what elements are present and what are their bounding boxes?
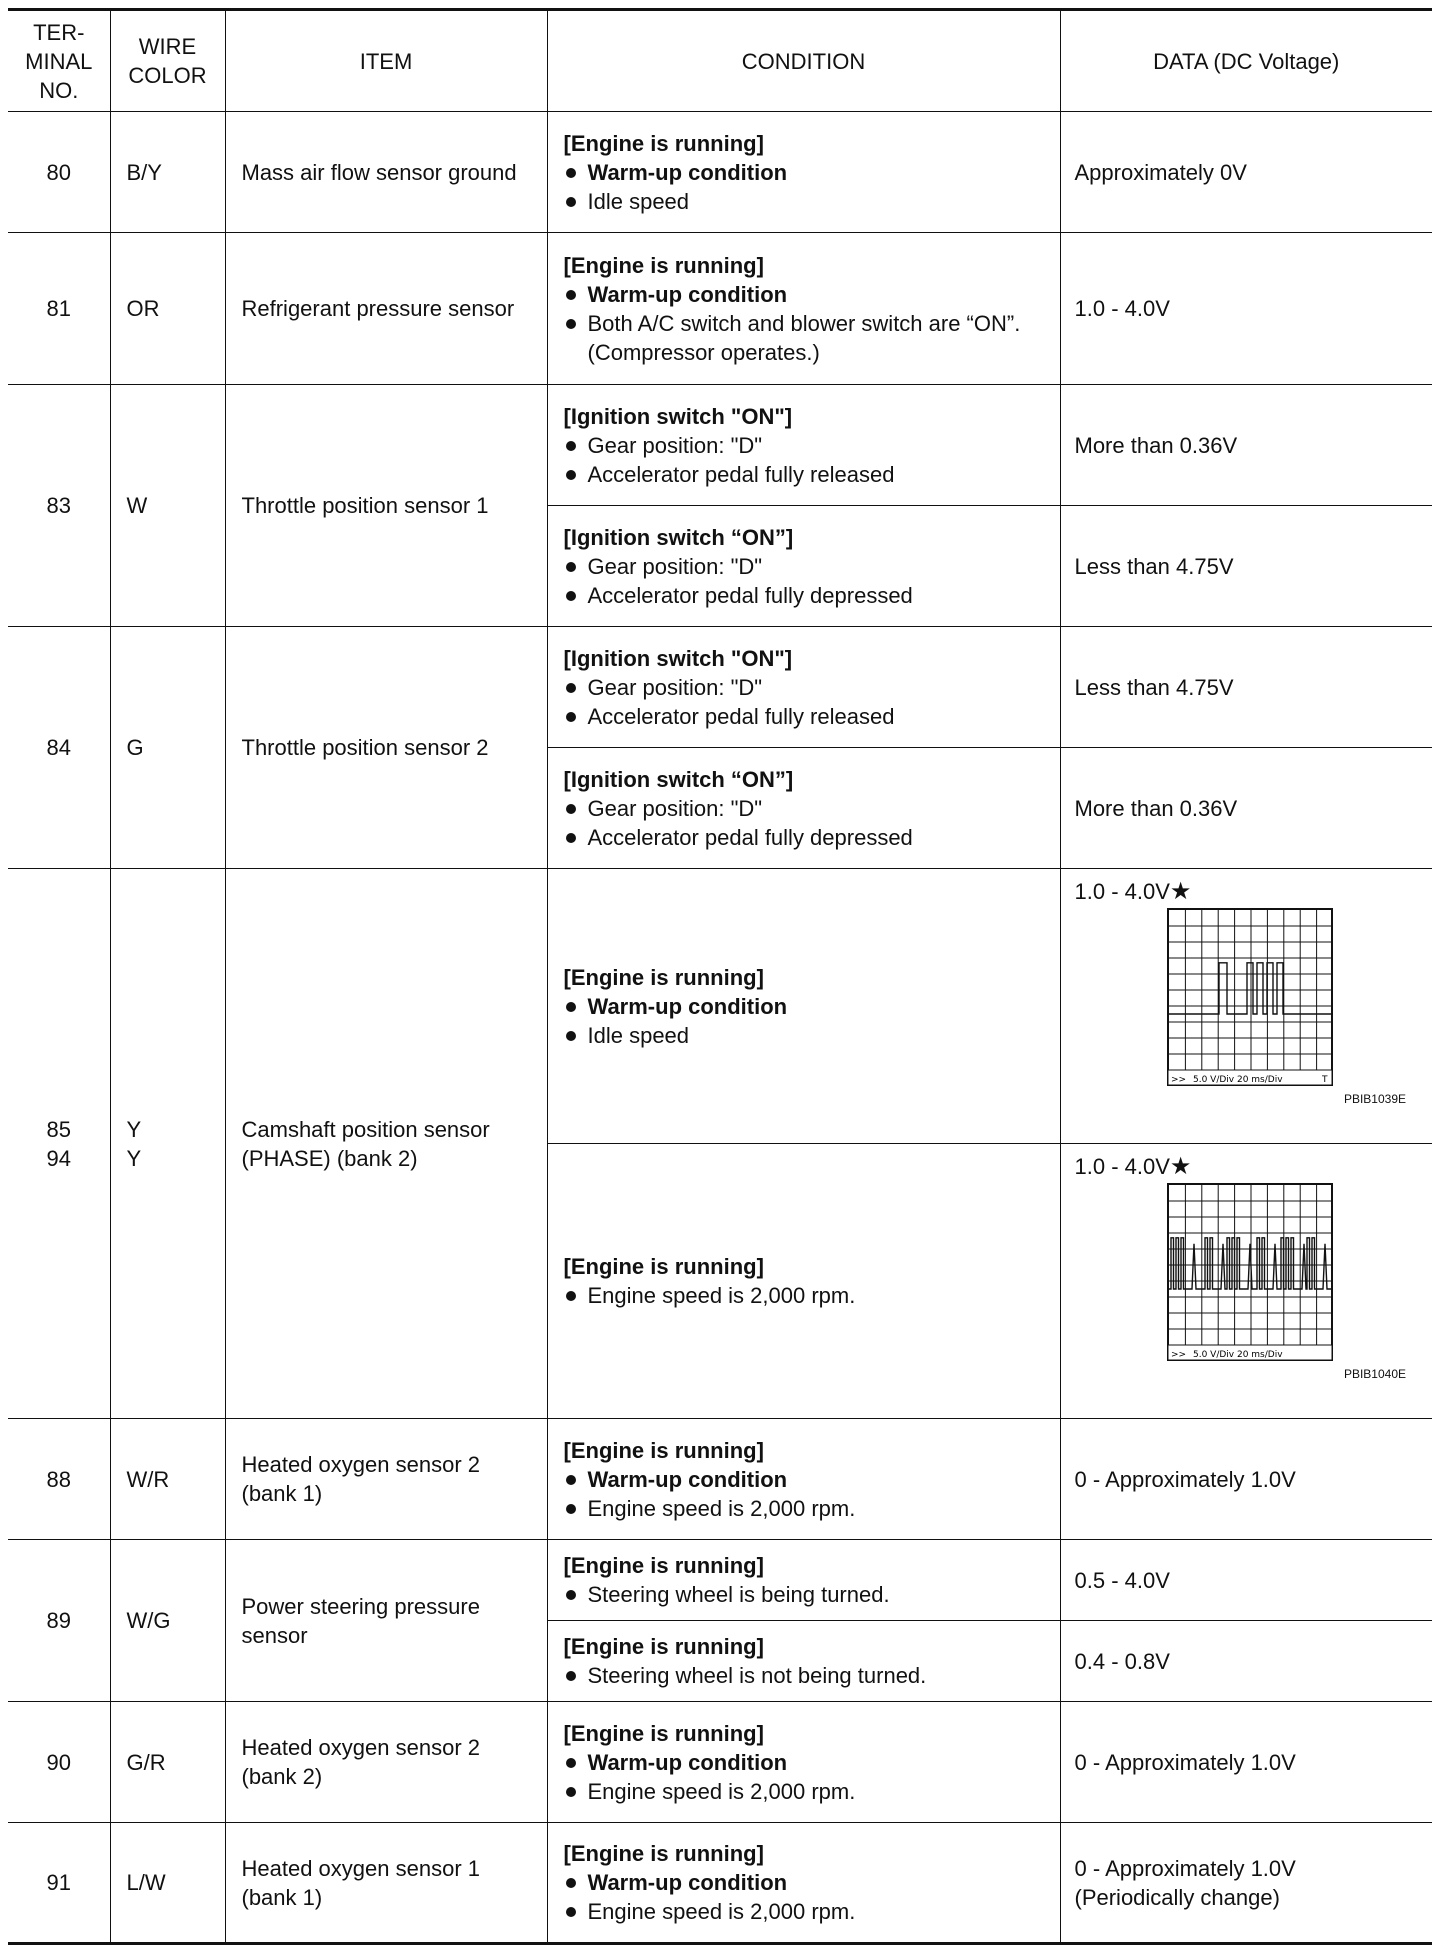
- condition: [Ignition switch “ON”] Gear position: "D" Accelerator pedal fully depressed: [547, 506, 1060, 627]
- header-data: DATA (DC Voltage): [1060, 10, 1432, 112]
- condition: [Ignition switch "ON"] Gear position: "D" Accelerator pedal fully released: [547, 385, 1060, 506]
- terminal-no: 88: [8, 1419, 110, 1540]
- table-row: [8, 112, 1432, 233]
- data-value: 0 - Approximately 1.0V: [1060, 1702, 1432, 1823]
- item: Power steering pressure sensor: [225, 1540, 547, 1702]
- terminal-no: 89: [8, 1540, 110, 1702]
- terminal-no: 83: [8, 385, 110, 627]
- wire-color: OR: [110, 233, 225, 385]
- terminal-no: 80: [8, 112, 110, 233]
- oscilloscope-waveform-idle: [1167, 908, 1335, 1090]
- scope-arrow-icon: >>: [1170, 1350, 1186, 1360]
- table-row: [8, 1540, 1432, 1621]
- item: Refrigerant pressure sensor: [225, 233, 547, 385]
- scope-label: 5.0 V/Div 20 ms/Div: [1192, 1075, 1283, 1085]
- condition: [Ignition switch "ON"] Gear position: "D" Accelerator pedal fully released: [547, 627, 1060, 748]
- table-row: [8, 869, 1432, 1144]
- table-row: [8, 1823, 1432, 1944]
- header-wire-color: WIRE COLOR: [110, 10, 225, 112]
- terminal-no: 81: [8, 233, 110, 385]
- table-row: [8, 627, 1432, 748]
- condition: [Engine is running] Warm-up condition Idle speed: [547, 869, 1060, 1144]
- header-item: ITEM: [225, 10, 547, 112]
- star-icon: ★: [1169, 878, 1192, 905]
- terminal-no: 90: [8, 1702, 110, 1823]
- terminal-no: 91: [8, 1823, 110, 1944]
- data-value: Less than 4.75V: [1060, 506, 1432, 627]
- wire-color: W/G: [110, 1540, 225, 1702]
- header-condition: CONDITION: [547, 10, 1060, 112]
- wire-color: G: [110, 627, 225, 869]
- wire-color: W: [110, 385, 225, 627]
- table-row: [8, 1702, 1432, 1823]
- item: Heated oxygen sensor 2 (bank 2): [225, 1702, 547, 1823]
- data-value: More than 0.36V: [1060, 748, 1432, 869]
- data-waveform: [1060, 1144, 1432, 1419]
- data-value: 0.5 - 4.0V: [1060, 1540, 1432, 1621]
- data-value: 0 - Approximately 1.0V: [1060, 1419, 1432, 1540]
- oscilloscope-waveform-2000rpm: [1167, 1183, 1335, 1365]
- table-row: [8, 1419, 1432, 1540]
- data-value: 1.0 - 4.0V: [1074, 1154, 1170, 1179]
- wire-color: L/W: [110, 1823, 225, 1944]
- data-value: More than 0.36V: [1060, 385, 1432, 506]
- condition: [Engine is running] Engine speed is 2,000 rpm.: [547, 1144, 1060, 1419]
- figure-code: PBIB1040E: [1343, 1367, 1406, 1381]
- data-value: 0 - Approximately 1.0V (Periodically change): [1060, 1823, 1432, 1944]
- item: Heated oxygen sensor 2 (bank 1): [225, 1419, 547, 1540]
- wire-color: Y Y: [110, 869, 225, 1419]
- table-row: [8, 385, 1432, 506]
- item: Heated oxygen sensor 1 (bank 1): [225, 1823, 547, 1944]
- item: Camshaft position sensor (PHASE) (bank 2): [225, 869, 547, 1419]
- data-value: Less than 4.75V: [1060, 627, 1432, 748]
- header-terminal-no: TER- MINAL NO.: [8, 10, 110, 112]
- data-value: 1.0 - 4.0V: [1074, 879, 1170, 904]
- condition: [Engine is running] Steering wheel is not being turned.: [547, 1621, 1060, 1702]
- scope-label: 5.0 V/Div 20 ms/Div: [1192, 1350, 1283, 1360]
- condition: [Engine is running] Warm-up condition Engine speed is 2,000 rpm.: [547, 1702, 1060, 1823]
- condition: [Engine is running] Warm-up condition Engine speed is 2,000 rpm.: [547, 1823, 1060, 1944]
- data-waveform: [1060, 869, 1432, 1144]
- condition: [Engine is running] Warm-up condition Both A/C switch and blower switch are “ON”. (Compressor operates.): [547, 233, 1060, 385]
- item: Throttle position sensor 2: [225, 627, 547, 869]
- condition: [Engine is running] Warm-up condition Engine speed is 2,000 rpm.: [547, 1419, 1060, 1540]
- data-value: Approximately 0V: [1060, 112, 1432, 233]
- condition: [Ignition switch “ON”] Gear position: "D" Accelerator pedal fully depressed: [547, 748, 1060, 869]
- item: Throttle position sensor 1: [225, 385, 547, 627]
- ecm-terminal-table: [8, 8, 1432, 1945]
- item: Mass air flow sensor ground: [225, 112, 547, 233]
- ecm-terminal-table-wrapper: [8, 8, 1432, 1945]
- scope-frame: [1168, 909, 1332, 1085]
- condition: [Engine is running] Steering wheel is being turned.: [547, 1540, 1060, 1621]
- figure-code: PBIB1039E: [1343, 1092, 1406, 1106]
- scope-trigger-icon: T: [1321, 1075, 1327, 1085]
- star-icon: ★: [1169, 1153, 1192, 1180]
- condition: [Engine is running] Warm-up condition Idle speed: [547, 112, 1060, 233]
- scope-arrow-icon: >>: [1170, 1075, 1186, 1085]
- table-row: [8, 233, 1432, 385]
- wire-color: W/R: [110, 1419, 225, 1540]
- data-value: 1.0 - 4.0V: [1060, 233, 1432, 385]
- data-value: 0.4 - 0.8V: [1060, 1621, 1432, 1702]
- header-row: [8, 10, 1432, 112]
- terminal-no: 84: [8, 627, 110, 869]
- wire-color: G/R: [110, 1702, 225, 1823]
- wire-color: B/Y: [110, 112, 225, 233]
- terminal-no: 85 94: [8, 869, 110, 1419]
